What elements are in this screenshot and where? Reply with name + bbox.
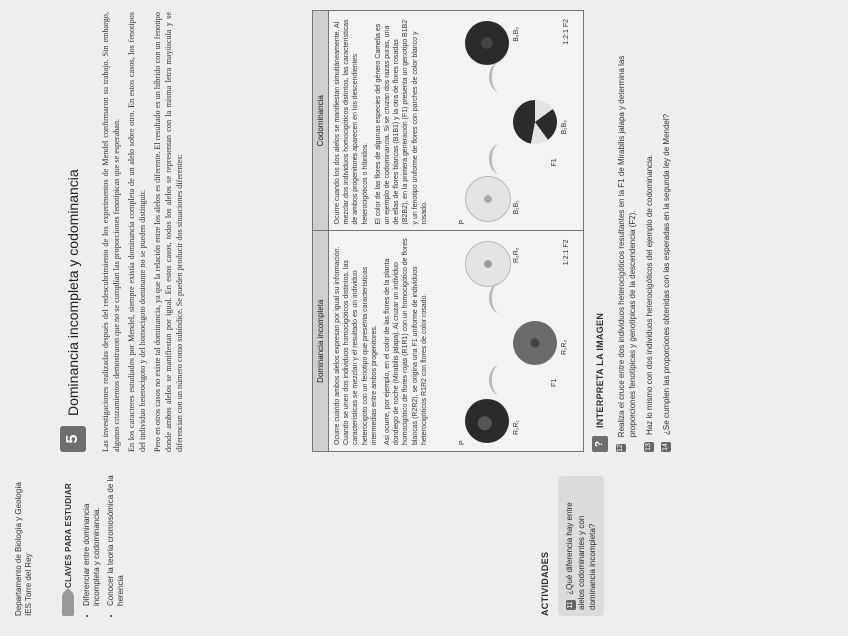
- pencil-icon: [62, 594, 74, 616]
- activities-title: ACTIVIDADES: [540, 551, 550, 616]
- genotype-label: B₂B₂: [513, 27, 520, 42]
- pink-flower-illustration: [513, 321, 557, 365]
- red-flower-illustration: [465, 399, 509, 443]
- codominance-column: [313, 11, 583, 231]
- body-paragraph: Las investigaciones realizadas después del redescubrimiento de los experimentos de Mendel confirmaron su trabajo. Sin embargo, algunos cruzamientos demostraron que no se cumplían las proporciones fenotípicas que se esperaban.: [101, 12, 121, 452]
- activities-box: [540, 476, 604, 616]
- cross-diagram: [459, 15, 579, 227]
- white-flower-illustration: [465, 242, 511, 288]
- question-item: [616, 12, 638, 452]
- question-number: 14: [662, 443, 669, 451]
- white-camellia-illustration: [465, 177, 511, 223]
- interpret-image-box: [592, 12, 678, 452]
- genotype-label: R₁R₂: [561, 339, 568, 355]
- parent-label: P: [459, 219, 466, 225]
- activity-item: [558, 476, 604, 616]
- section-title: Dominancia incompleta y codominancia: [65, 169, 81, 416]
- genotype-label: B₁B₁: [513, 200, 520, 215]
- section-number: 5: [60, 426, 86, 452]
- interpret-title: INTERPRETA LA IMAGEN: [595, 312, 605, 428]
- cross-arrow: [489, 63, 510, 93]
- question-item: [661, 12, 672, 452]
- body-paragraph: En los caracteres estudiados por Mendel, siempre existía dominancia completa de un alelo sobre otro. En estos casos, los fenotipos del individuo heterocigoto y del homocigoto dominante no se pueden distinguir.: [127, 12, 147, 452]
- ratio-label: 1:2:1 F2: [563, 239, 570, 266]
- f1-label: F1: [551, 158, 558, 167]
- study-key-item: • Conocer la teoría cromosómica de la herencia: [106, 468, 126, 606]
- study-keys-title: CLAVES PARA ESTUDIAR: [63, 483, 73, 588]
- column-paragraph: El color de las flores de algunas especies del género Camelia es un ejemplo de codominancia. Si se cruzan dos razas puras, una de ellas de flores blancas (B1B1) y la otra de flores rosadas (B2B2), en la primera generación (F1) presenta un genotipo B1B2 y un fenotipo uniforme de flores con parches de color blanco y rosado.: [374, 19, 428, 225]
- pink-camellia-illustration: [465, 21, 509, 65]
- cross-arrow: [489, 283, 510, 313]
- question-text: Haz lo mismo con dos individuos heterocigóticos del ejemplo de codominancia.: [645, 154, 654, 435]
- study-key-item: • Diferenciar entre dominancia incompleta y codominancia.: [82, 468, 102, 606]
- main-section: [60, 12, 189, 452]
- column-paragraph: Así ocurre, por ejemplo, en el color de las flores de la planta dondiego de noche (Mirabilis jalapa). Al cruzar un individuo homocigótico de flores rojas (R1R1) con un homocigótico de flores blancas (R2R2), se origina una F1 uniforme de individuos heterocigóticos R1R2 con flores de color rosado.: [384, 238, 428, 445]
- column-heading: Dominancia incompleta: [313, 232, 329, 452]
- comparison-table: [312, 10, 584, 452]
- genotype-label: R₁R₁: [513, 420, 520, 435]
- cross-diagram: [459, 236, 579, 448]
- ratio-label: 1:2:1 F2: [563, 19, 570, 45]
- question-mark-icon: ?: [592, 436, 608, 452]
- section-body: [100, 12, 185, 452]
- school-name: IES Torre del Rey: [24, 553, 33, 616]
- parent-label: P: [459, 440, 466, 445]
- column-paragraph: Ocurre cuando ambos alelos expresan por igual su información. Cuando se unen dos individuos homocigóticos distintos, las características se mezclan y el resultado es un individuo heterocigoto con un fenotipo que presenta características intermedias entre ambos progenitores.: [334, 246, 378, 445]
- cross-arrow: [489, 365, 510, 395]
- department-name: Departamento de Biología y Geología: [14, 482, 23, 616]
- genotype-label: R₂R₂: [513, 247, 520, 264]
- patched-camellia-illustration: [513, 101, 557, 145]
- activity-text: ¿Qué diferencia hay entre alelos codominantes y con dominancia incompleta?: [565, 502, 597, 610]
- study-keys-box: [62, 468, 130, 616]
- question-item: [644, 12, 655, 452]
- question-text: Realiza el cruce entre dos individuos heterocigóticos resultantes en la F1 de Mirabilis jalapa y determina las proporciones fenotípicas y genotípicas de la descendencia (F2).: [617, 55, 637, 438]
- question-text: ¿Se cumplen las proporciones obtenidas con las esperadas en la segunda ley de Mendel?: [662, 113, 671, 435]
- question-number: 13: [645, 443, 652, 451]
- page-header: [14, 482, 34, 616]
- question-number: 12: [617, 444, 624, 452]
- column-heading: Codominancia: [313, 11, 329, 231]
- cross-arrow: [489, 145, 510, 175]
- body-paragraph: Pero en otros casos no existe tal dominancia, ya que la relación entre los alelos es diferente. El resultado es un híbrido con un fenotipo donde ambos alelos se manifiestan por igual. En estos casos, todos los alelos se representan con la misma letra mayúscula y se diferencian con un número como subíndice. Se pueden producir dos situaciones diferentes:: [153, 12, 184, 452]
- column-paragraph: Ocurre cuando los dos alelos se manifiestan simultáneamente. Al mezclar dos individuos homocigóticos distintos, las características de ambos progenitores aparecen en los descendientes heterocigóticos o híbridos.: [334, 19, 369, 225]
- activity-number: 11: [567, 601, 574, 609]
- f1-label: F1: [551, 378, 558, 387]
- genotype-label: B₁B₂: [561, 120, 568, 135]
- incomplete-dominance-column: [313, 231, 583, 452]
